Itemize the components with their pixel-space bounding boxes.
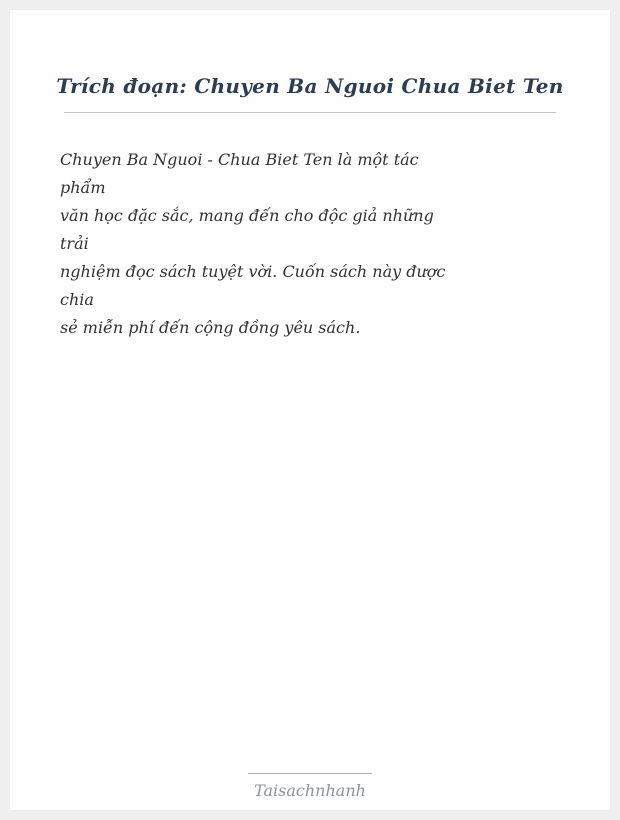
excerpt-body [60,146,562,342]
footer-divider [248,773,372,774]
excerpt-line-5: nghiệm đọc sách tuyệt vời. Cuốn sách này được [60,262,446,281]
footer-brand: Taisachnhanh [254,781,366,800]
excerpt-line-3: văn học đặc sắc, mang đến cho độc giả những [60,206,434,225]
page-title: Trích đoạn: Chuyen Ba Nguoi Chua Biet Ten [56,74,564,98]
excerpt-line-4: trải [60,234,89,253]
excerpt-line-1: Chuyen Ba Nguoi - Chua Biet Ten là một tác [60,150,419,169]
page-footer [10,773,610,800]
document-page [10,10,610,810]
excerpt-line-6: chia [60,290,94,309]
title-divider [64,112,556,113]
excerpt-line-2: phẩm [60,178,106,197]
excerpt-line-7: sẻ miễn phí đến cộng đồng yêu sách. [60,318,361,337]
